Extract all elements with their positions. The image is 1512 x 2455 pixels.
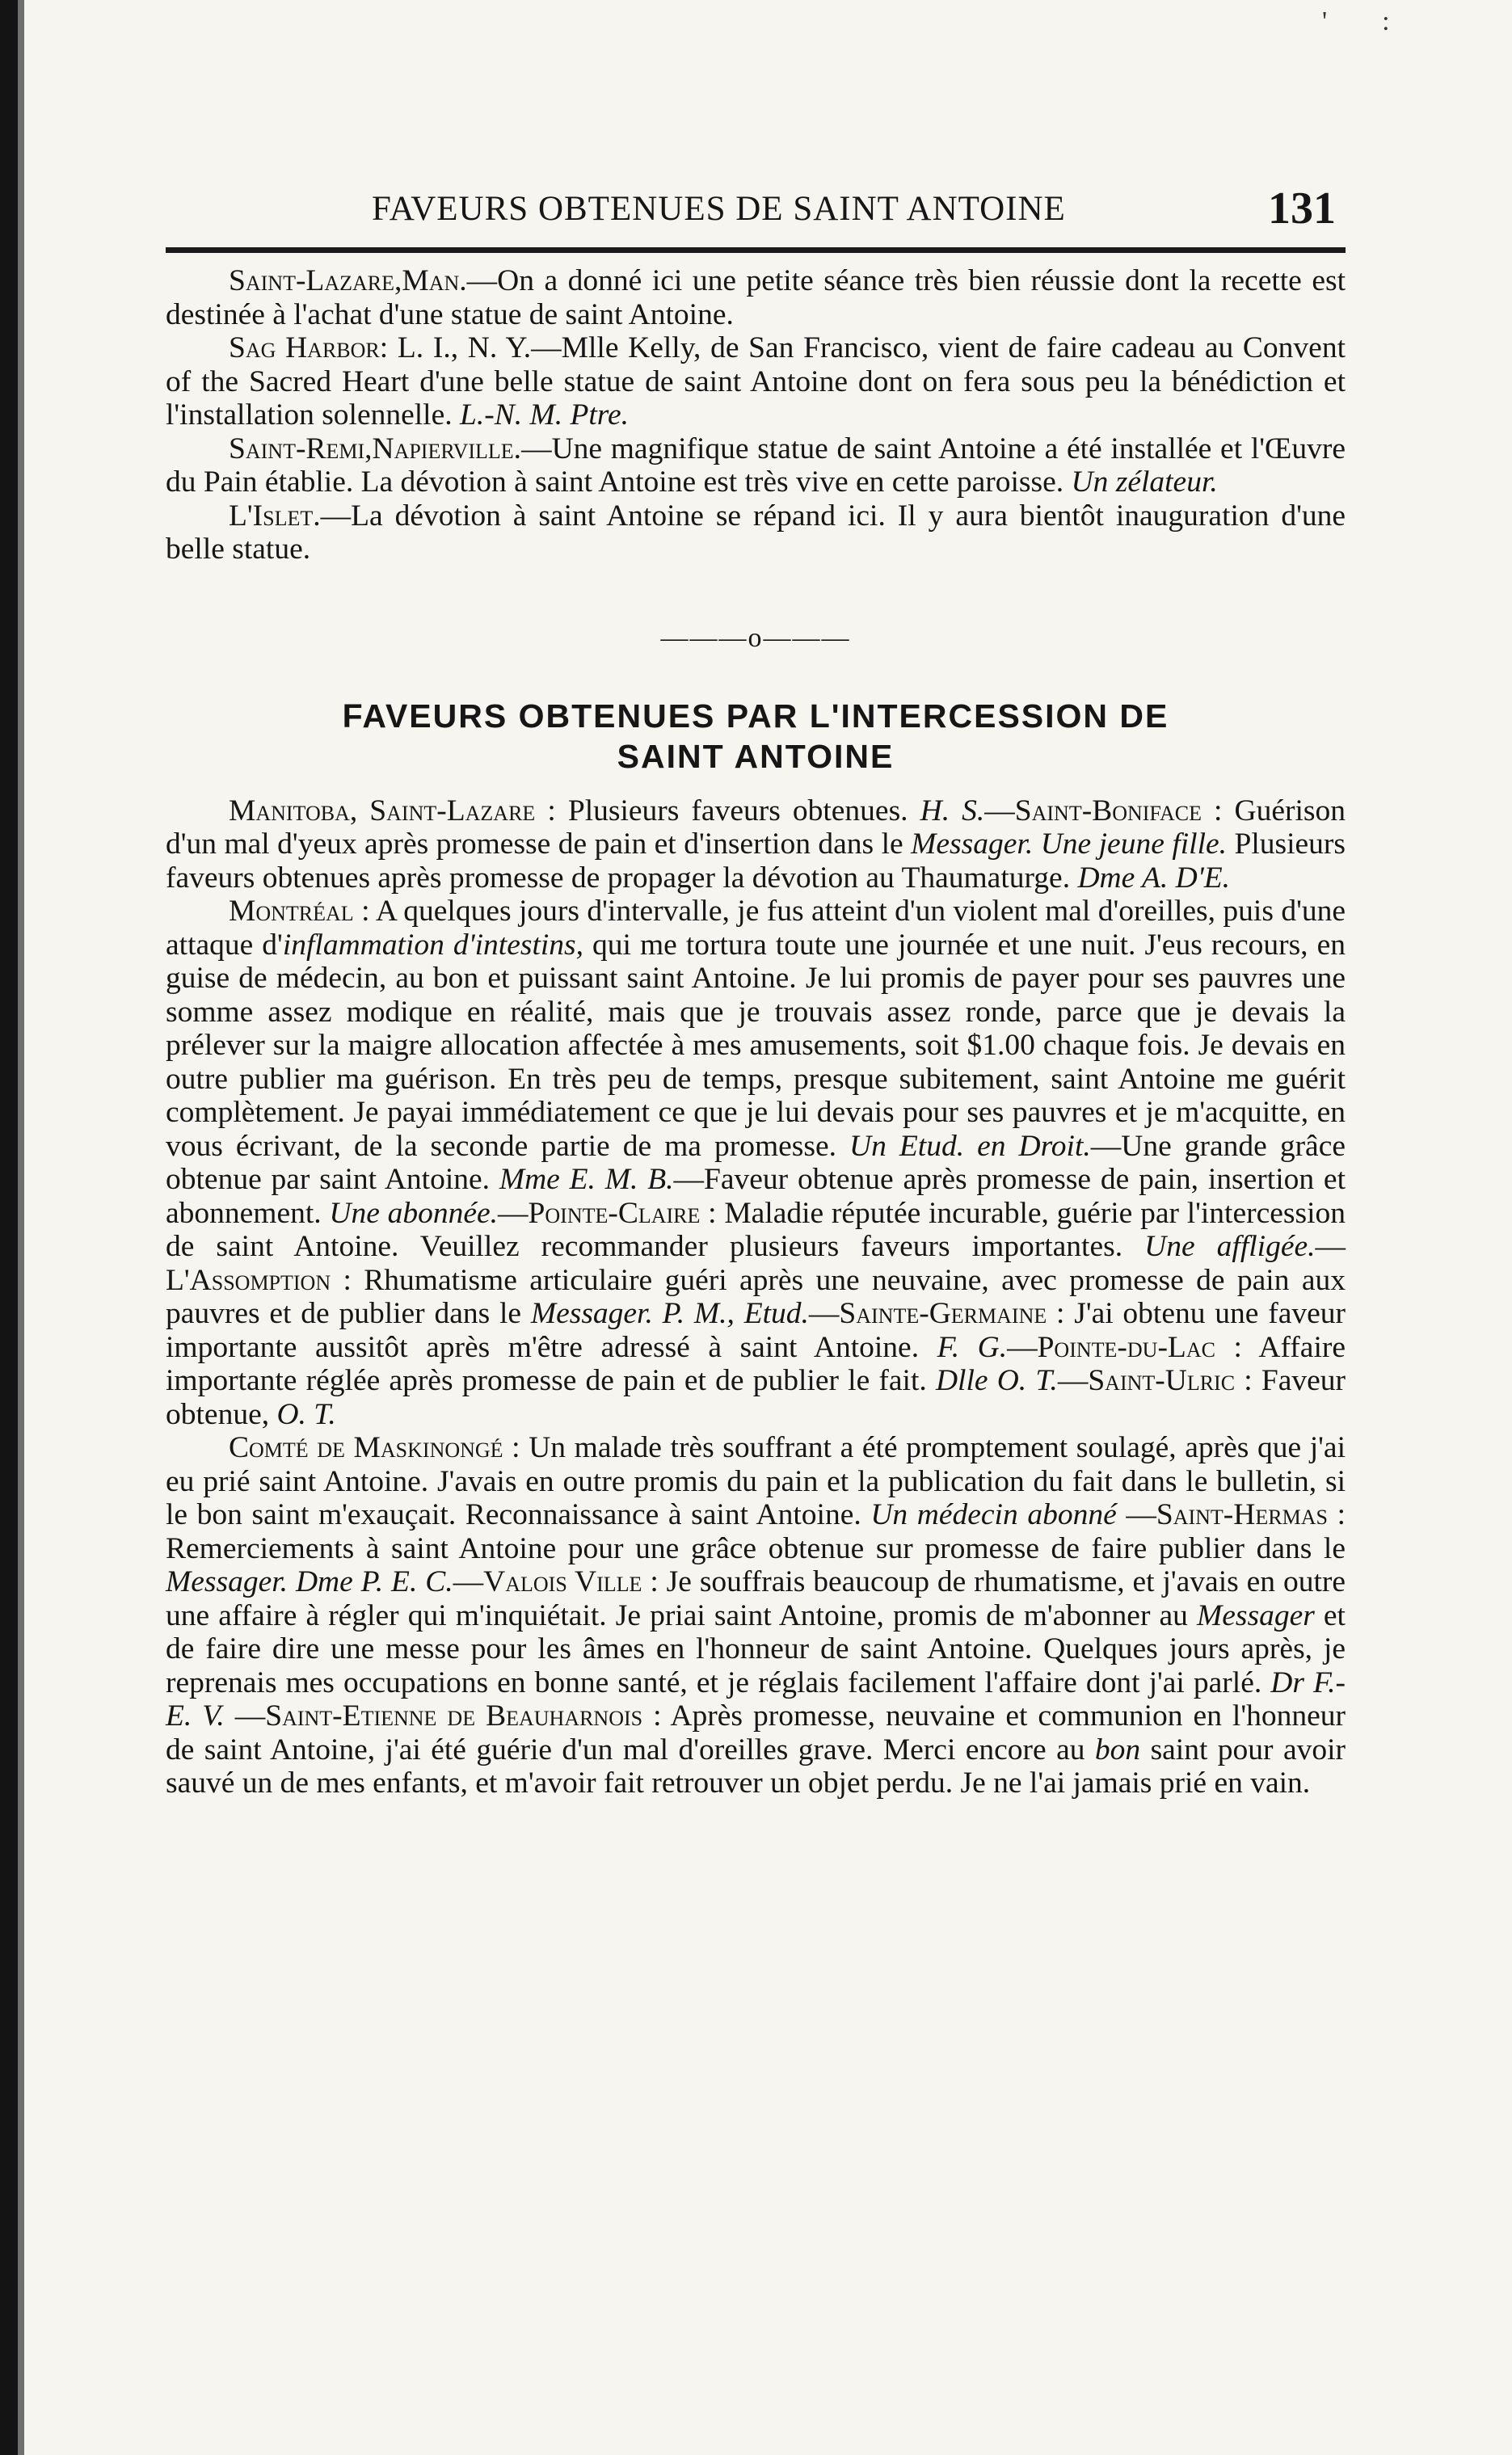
book-spine-shadow — [0, 0, 18, 2455]
paragraph-text: —La dévotion à saint Antoine se répand ici. Il y aura bientôt inauguration d'une belle statue. — [166, 499, 1346, 566]
header-rule — [166, 247, 1346, 253]
paragraph-text: —Une magnifique statue de saint Antoine a été installée et l'Œuvre du Pain établie. La dévotion à saint Antoine est très vive en cette paroisse. — [166, 432, 1346, 499]
paragraph — [166, 264, 1346, 331]
paragraph: Comté de Maskinongé : Un malade très souffrant a été promptement soulagé, après que j'ai eu prié saint Antoine. J'avais en outre promis du pain et la publication du fait dans le bulletin, si le bon saint m'exauçait. Reconnaissance à saint Antoine. Un médecin abonné —Saint-Hermas : Remerciements à saint Antoine pour une grâce obtenue sur promesse de faire publier dans le Messager. Dme P. E. C.—Valois Ville : Je souffrais beaucoup de rhumatisme, et j'avais en outre une affaire à régler qui m'inquiétait. Je priai saint Antoine, promis de m'abonner au Messager et de faire dire une messe pour les âmes en l'honneur de saint Antoine. Quelques jours après, je reprenais mes occupations en bonne santé, et je réglais facilement l'affaire dont j'ai parlé. Dr F.-E. V. —Saint-Etienne de Beauharnois : Après promesse, neuvaine et communion en l'honneur de saint Antoine, j'ai été guérie d'un mal d'oreilles grave. Merci encore au bon saint pour avoir sauvé un de mes enfants, et m'avoir fait retrouver un objet perdu. Je ne l'ai jamais prié en vain. — [166, 1431, 1346, 1800]
paragraph: Montréal : A quelques jours d'intervalle, je fus atteint d'un violent mal d'oreilles, puis d'une attaque d'inflammation d'intestins, qui me tortura toute une journée et une nuit. J'eus recours, en guise de médecin, au bon et puissant saint Antoine. Je lui promis de payer pour ses pauvres une somme assez modique en réalité, mais que je trouvais assez ronde, parce que je devais la prélever sur la maigre allocation affectée à mes amusements, soit $1.00 chaque fois. Je devais en outre publier ma guérison. En très peu de temps, presque subitement, saint Antoine me guérit complètement. Je payai immédiatement ce que je lui devais pour ses pauvres et je m'acquitte, en vous écrivant, de la seconde partie de ma promesse. Un Etud. en Droit.—Une grande grâce obtenue par saint Antoine. Mme E. M. B.—Faveur obtenue après promesse de pain, insertion et abonnement. Une abonnée.—Pointe-Claire : Maladie réputée incurable, guérie par l'intercession de saint Antoine. Veuillez recommander plusieurs faveurs importantes. Une affligée.—L'Assomption : Rhumatisme articulaire guéri après une neuvaine, avec promesse de pain aux pauvres et de publier dans le Messager. P. M., Etud.—Sainte-Germaine : J'ai obtenu une faveur importante aussitôt après m'être adressé à saint Antoine. F. G.—Pointe-du-Lac : Affaire importante réglée après promesse de pain et de publier le fait. Dlle O. T.—Saint-Ulric : Faveur obtenue, O. T. — [166, 895, 1346, 1431]
paragraph — [166, 331, 1346, 432]
signature: L.-N. M. Ptre. — [459, 398, 629, 432]
favours-list — [166, 794, 1346, 1800]
book-page — [166, 183, 1346, 1800]
page-number: 131 — [1268, 183, 1336, 234]
margin-mark: ' : — [1322, 6, 1390, 36]
running-header — [166, 183, 1346, 239]
top-notes — [166, 264, 1346, 566]
signature: Un zélateur. — [1071, 465, 1218, 499]
paragraph: Manitoba, Saint-Lazare : Plusieurs faveurs obtenues. H. S.—Saint-Boniface : Guérison d'un mal d'yeux après promesse de pain et d'insertion dans le Messager. Une jeune fille. Plusieurs faveurs obtenues après promesse de propager la dévotion au Thaumaturge. Dme A. D'E. — [166, 794, 1346, 895]
spine-edge — [18, 0, 24, 2455]
paragraph-text: : L. I., N. Y.—Mlle Kelly, de San Francisco, vient de faire cadeau au Convent of the Sacred Heart d'une belle statue de saint Antoine dont on fera sous peu la bénédiction et l'installation solennelle. — [166, 331, 1346, 432]
running-title: FAVEURS OBTENUES DE SAINT ANTOINE — [372, 190, 1066, 228]
section-separator: ———o——— — [660, 622, 851, 653]
place-name: Saint-Remi,Napierville. — [229, 432, 522, 465]
place-name: L'Islet. — [229, 499, 321, 533]
paragraph — [166, 432, 1346, 499]
section-title-line: FAVEURS OBTENUES PAR L'INTERCESSION DE — [342, 697, 1169, 735]
paragraph — [166, 499, 1346, 566]
place-name: Sag Harbor — [229, 331, 380, 364]
section-title — [166, 696, 1346, 777]
section-title-line: SAINT ANTOINE — [617, 737, 895, 775]
place-name: Saint-Lazare,Man. — [229, 264, 467, 297]
paragraph-text: —On a donné ici une petite séance très bien réussie dont la recette est destinée à l'achat d'une statue de saint Antoine. — [166, 264, 1346, 331]
